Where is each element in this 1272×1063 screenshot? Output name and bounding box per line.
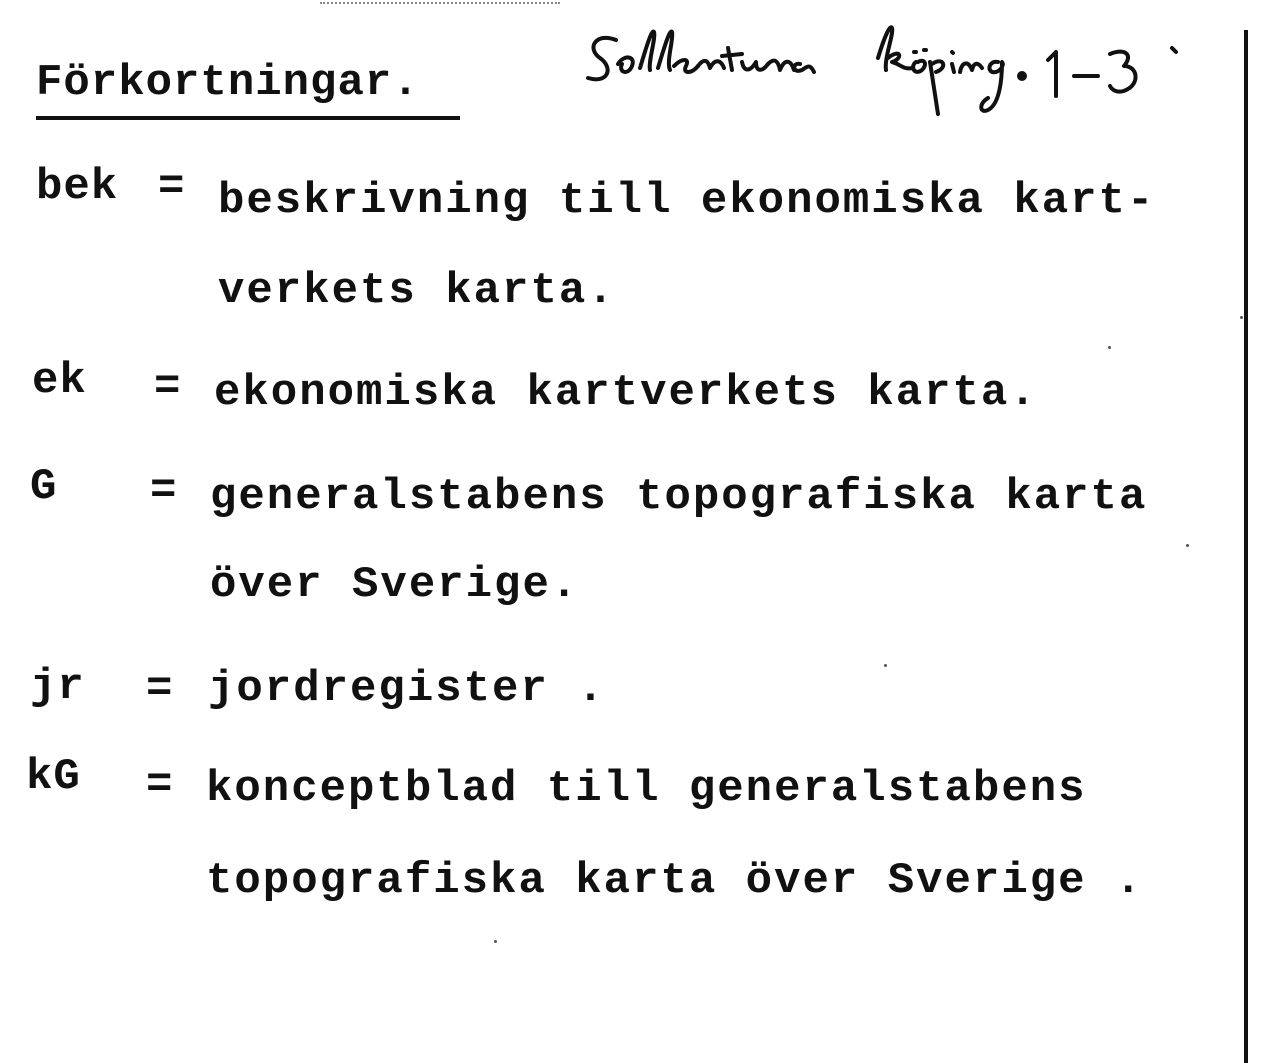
page-title: Förkortningar.: [36, 58, 420, 108]
scan-edge-right: [1244, 30, 1248, 1063]
title-underline: [36, 116, 460, 120]
definition-g-line-1: generalstabens topografiska karta: [210, 472, 1148, 522]
equals-sign: =: [146, 664, 173, 714]
abbr-kg: kG: [26, 752, 81, 802]
scan-edge-top: [320, 2, 560, 6]
definition-bek-line-1: beskrivning till ekonomiska kart-: [218, 176, 1156, 226]
scan-speck: [494, 940, 497, 943]
definition-ek-line-1: ekonomiska kartverkets karta.: [214, 368, 1038, 418]
definition-kg-line-1: konceptblad till generalstabens: [206, 764, 1087, 814]
abbr-ek: ek: [32, 356, 87, 406]
equals-sign: =: [150, 466, 177, 516]
scan-speck: [1240, 316, 1243, 319]
scan-speck: [1186, 544, 1189, 547]
abbr-g: G: [30, 462, 58, 512]
definition-bek-line-2: verkets karta.: [218, 266, 616, 316]
handwritten-note: [578, 18, 1198, 128]
definition-jr-line-1: jordregister .: [208, 664, 606, 714]
definition-kg-line-2: topografiska karta över Sverige .: [206, 856, 1144, 906]
scan-speck: [1108, 346, 1111, 349]
equals-sign: =: [154, 362, 181, 412]
equals-sign: =: [158, 162, 185, 212]
definition-g-line-2: över Sverige.: [210, 560, 580, 610]
handwritten-note-drawing: [578, 18, 1198, 128]
abbr-jr: jr: [30, 662, 85, 712]
abbr-bek: bek: [36, 162, 119, 212]
scan-speck: [884, 664, 887, 667]
equals-sign: =: [146, 760, 173, 810]
